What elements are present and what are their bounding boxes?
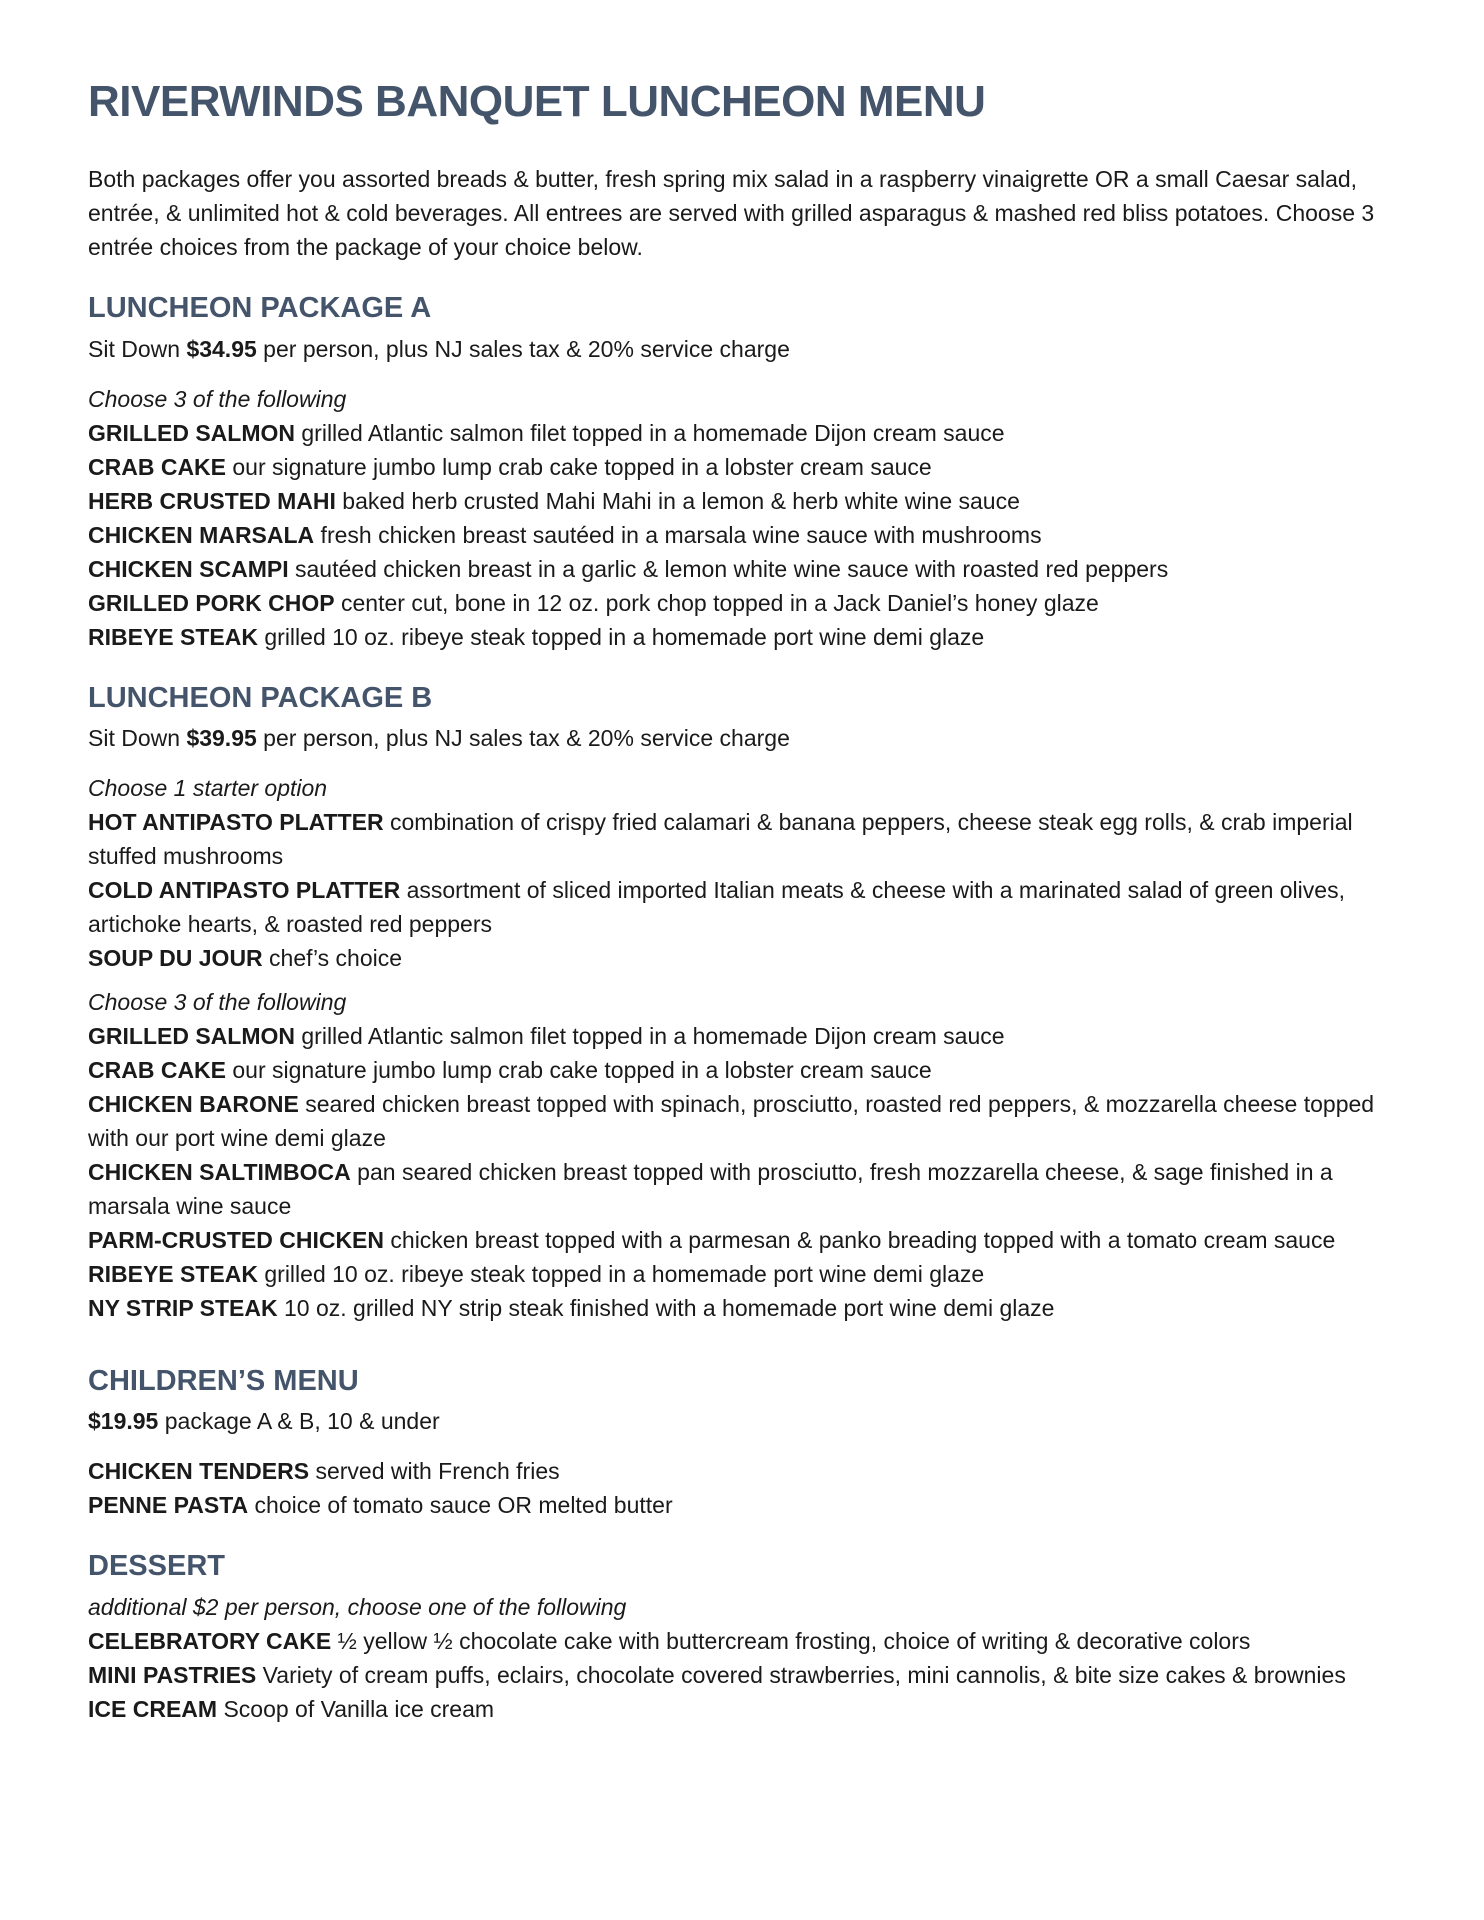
dessert-item-list	[88, 1624, 1404, 1726]
item-desc: baked herb crusted Mahi Mahi in a lemon & herb white wine sauce	[335, 487, 1020, 514]
item-desc: fresh chicken breast sautéed in a marsala wine sauce with mushrooms	[314, 521, 1042, 548]
item-name: GRILLED SALMON	[88, 419, 295, 446]
intro-paragraph: Both packages offer you assorted breads & butter, fresh spring mix salad in a raspberry vinaigrette OR a small Caesar salad, entrée, & unlimited hot & cold beverages. All entrees are served with grilled asparagus & mashed red bliss potatoes. Choose 3 entrée choices from the package of your choice below.	[88, 166, 1375, 261]
item-desc: assortment of sliced imported Italian meats & cheese with a marinated salad of green olives, artichoke hearts, & roasted red peppers	[88, 877, 1345, 938]
menu-item	[88, 1155, 1404, 1223]
item-desc: seared chicken breast topped with spinach, prosciutto, roasted red peppers, & mozzarella cheese topped with our port wine demi glaze	[88, 1091, 1375, 1152]
dessert-note: additional $2 per person, choose one of the following	[88, 1593, 627, 1620]
item-desc: center cut, bone in 12 oz. pork chop topped in a Jack Daniel’s honey glaze	[334, 589, 1099, 616]
menu-item	[88, 1291, 1404, 1325]
item-name: GRILLED SALMON	[88, 1023, 295, 1050]
package-b-choose-label: Choose 3 of the following	[88, 989, 347, 1016]
package-b-starter-list	[88, 805, 1404, 975]
item-desc: Variety of cream puffs, eclairs, chocolate covered strawberries, mini cannolis, & bite size cakes & brownies	[256, 1661, 1346, 1688]
menu-item	[88, 552, 1404, 586]
childrens-price: $19.95	[88, 1408, 159, 1435]
item-desc: grilled Atlantic salmon filet topped in a homemade Dijon cream sauce	[295, 419, 1005, 446]
item-desc: served with French fries	[309, 1458, 560, 1485]
price-suffix: per person, plus NJ sales tax & 20% service charge	[256, 335, 790, 362]
item-name: PENNE PASTA	[88, 1492, 249, 1519]
item-name: CELEBRATORY CAKE	[88, 1627, 332, 1654]
item-desc: Scoop of Vanilla ice cream	[217, 1695, 495, 1722]
item-desc: our signature jumbo lump crab cake topped in a lobster cream sauce	[226, 453, 932, 480]
menu-item	[88, 1087, 1404, 1155]
menu-item	[88, 416, 1404, 450]
menu-item	[88, 1223, 1404, 1257]
item-desc: grilled 10 oz. ribeye steak topped in a homemade port wine demi glaze	[257, 1261, 985, 1288]
childrens-price-line	[88, 1404, 1404, 1438]
item-desc: grilled 10 oz. ribeye steak topped in a homemade port wine demi glaze	[257, 623, 985, 650]
menu-item	[88, 620, 1404, 654]
menu-item	[88, 484, 1404, 518]
item-name: CHICKEN MARSALA	[88, 521, 315, 548]
item-desc: pan seared chicken breast topped with prosciutto, fresh mozzarella cheese, & sage finished in a marsala wine sauce	[88, 1159, 1333, 1220]
item-name: CHICKEN SALTIMBOCA	[88, 1159, 351, 1186]
package-b-item-list	[88, 1019, 1404, 1325]
starter-item	[88, 941, 1404, 975]
childrens-item-list	[88, 1454, 1404, 1522]
childrens-menu-section	[88, 1365, 1404, 1522]
package-a-item-list	[88, 416, 1404, 654]
package-a-choose-label: Choose 3 of the following	[88, 385, 347, 412]
item-desc: 10 oz. grilled NY strip steak finished with a homemade port wine demi glaze	[277, 1295, 1055, 1322]
item-desc: grilled Atlantic salmon filet topped in a homemade Dijon cream sauce	[295, 1023, 1005, 1050]
menu-item	[88, 1053, 1404, 1087]
item-name: CHICKEN SCAMPI	[88, 555, 289, 582]
price-suffix: per person, plus NJ sales tax & 20% service charge	[256, 725, 790, 752]
item-desc: chef’s choice	[262, 945, 403, 972]
package-a-heading: LUNCHEON PACKAGE A	[88, 292, 432, 325]
menu-item	[88, 450, 1404, 484]
item-desc: choice of tomato sauce OR melted butter	[248, 1492, 673, 1519]
page-title: RIVERWINDS BANQUET LUNCHEON MENU	[88, 77, 986, 126]
menu-item	[88, 1454, 1404, 1488]
package-b-section	[88, 682, 1404, 1325]
menu-item	[88, 1624, 1404, 1658]
package-a-price-line	[88, 332, 1404, 366]
item-name: RIBEYE STEAK	[88, 623, 258, 650]
item-name: CRAB CAKE	[88, 1057, 226, 1084]
item-name: MINI PASTRIES	[88, 1661, 257, 1688]
starter-item	[88, 873, 1404, 941]
item-name: PARM-CRUSTED CHICKEN	[88, 1227, 385, 1254]
dessert-heading: DESSERT	[88, 1550, 225, 1583]
package-b-starter-label: Choose 1 starter option	[88, 775, 328, 802]
menu-item	[88, 586, 1404, 620]
price-suffix: package A & B, 10 & under	[158, 1408, 440, 1435]
package-b-price: $39.95	[186, 725, 257, 752]
item-name: GRILLED PORK CHOP	[88, 589, 335, 616]
item-desc: our signature jumbo lump crab cake topped in a lobster cream sauce	[226, 1057, 932, 1084]
item-name: CHICKEN TENDERS	[88, 1458, 310, 1485]
item-name: SOUP DU JOUR	[88, 945, 263, 972]
item-name: CRAB CAKE	[88, 453, 226, 480]
package-b-heading: LUNCHEON PACKAGE B	[88, 681, 433, 714]
item-name: HERB CRUSTED MAHI	[88, 487, 336, 514]
childrens-menu-heading: CHILDREN’S MENU	[88, 1365, 359, 1398]
item-name: CHICKEN BARONE	[88, 1091, 299, 1118]
item-desc: chicken breast topped with a parmesan & panko breading topped with a tomato cream sauce	[384, 1227, 1336, 1254]
package-a-section	[88, 292, 1404, 653]
item-name: NY STRIP STEAK	[88, 1295, 278, 1322]
item-desc: sautéed chicken breast in a garlic & lemon white wine sauce with roasted red peppers	[288, 555, 1169, 582]
menu-item	[88, 1692, 1404, 1726]
price-prefix: Sit Down	[88, 335, 187, 362]
item-name: HOT ANTIPASTO PLATTER	[88, 809, 384, 836]
menu-item	[88, 1257, 1404, 1291]
item-desc: combination of crispy fried calamari & banana peppers, cheese steak egg rolls, & crab imperial stuffed mushrooms	[88, 809, 1353, 870]
starter-item	[88, 805, 1404, 873]
menu-item	[88, 518, 1404, 552]
item-name: ICE CREAM	[88, 1695, 218, 1722]
price-prefix: Sit Down	[88, 725, 187, 752]
package-a-price: $34.95	[186, 335, 257, 362]
menu-item	[88, 1019, 1404, 1053]
item-desc: ½ yellow ½ chocolate cake with buttercream frosting, choice of writing & decorative colors	[331, 1627, 1251, 1654]
package-b-price-line	[88, 721, 1404, 755]
menu-item	[88, 1658, 1404, 1692]
item-name: COLD ANTIPASTO PLATTER	[88, 877, 401, 904]
menu-item	[88, 1488, 1404, 1522]
item-name: RIBEYE STEAK	[88, 1261, 258, 1288]
dessert-section	[88, 1550, 1404, 1725]
